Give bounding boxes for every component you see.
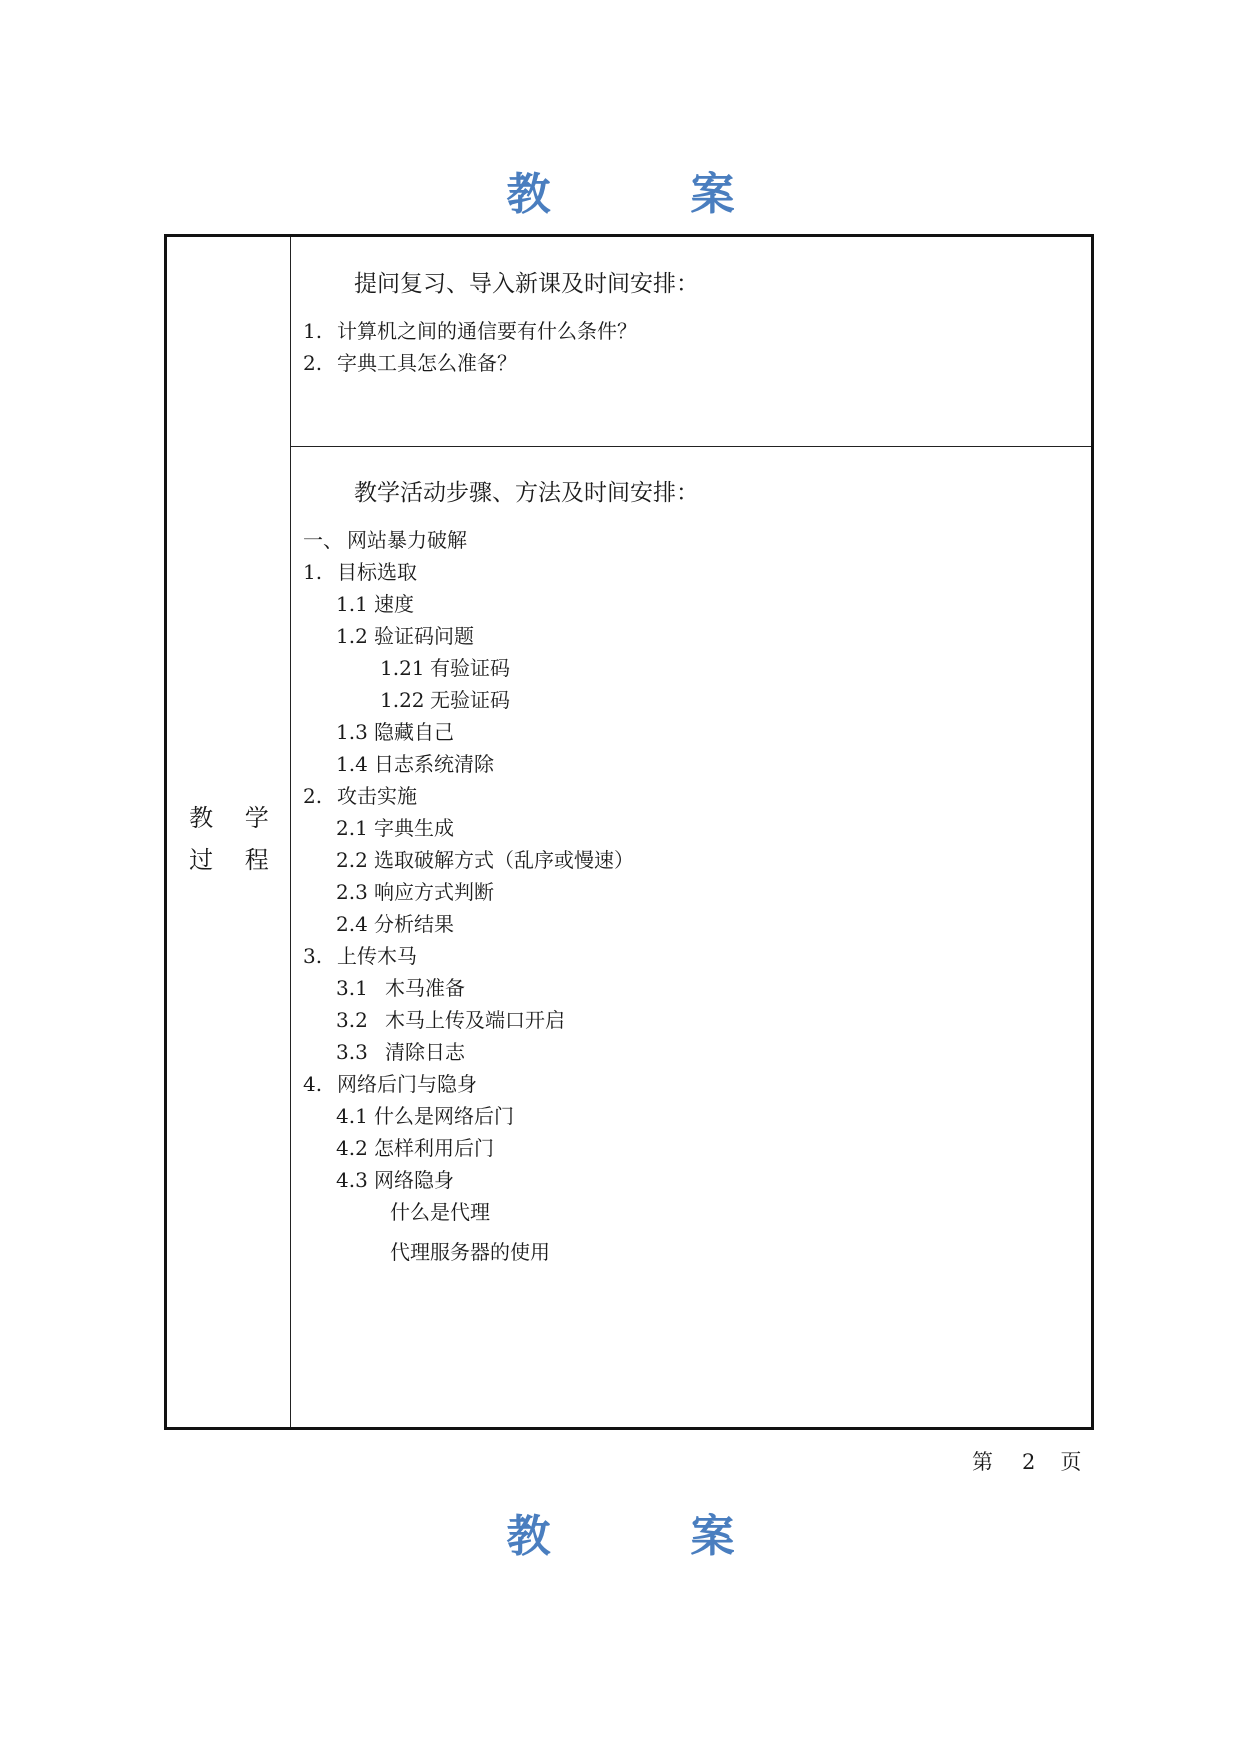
page-number-value: 2 (1022, 1450, 1036, 1474)
outline-line (303, 524, 467, 553)
outline-line (303, 556, 417, 585)
title-char-1: 教 (506, 169, 551, 220)
outline-number: 一、 (303, 528, 343, 552)
outline-text: 响应方式判断 (374, 880, 494, 904)
document-title (0, 158, 1241, 222)
outline-text: 目标选取 (337, 560, 417, 584)
outline-line (336, 844, 634, 873)
outline-number: 3.1 (336, 976, 368, 1000)
outline-line (390, 1196, 490, 1225)
outline-text: 有验证码 (430, 656, 510, 680)
outline-number: 4. (303, 1072, 323, 1096)
label-line-1: 教 学 (189, 804, 281, 832)
title-char-2: 案 (690, 1511, 735, 1562)
outline-number: 1.4 (336, 752, 368, 776)
outline-text: 网络隐身 (374, 1168, 454, 1192)
outline-line (380, 684, 510, 713)
outline-text: 隐藏自己 (374, 720, 454, 744)
outline-line (303, 780, 417, 809)
outline-number: 3. (303, 944, 323, 968)
outline-text: 网站暴力破解 (347, 528, 467, 552)
title-char-2: 案 (690, 169, 735, 220)
next-page-title (0, 1500, 1241, 1564)
outline-text: 什么是网络后门 (374, 1104, 514, 1128)
outline-number: 2.3 (336, 880, 368, 904)
outline-line (336, 620, 474, 649)
page-prefix: 第 (972, 1450, 993, 1474)
outline-number: 2.1 (336, 816, 368, 840)
outline-text: 什么是代理 (390, 1200, 490, 1224)
title-char-1: 教 (506, 1511, 551, 1562)
outline-line (336, 1164, 454, 1193)
outline-line (390, 1236, 550, 1265)
outline-text: 验证码问题 (374, 624, 474, 648)
outline-text: 字典生成 (374, 816, 454, 840)
review-heading: 提问复习、导入新课及时间安排： (354, 271, 699, 297)
outline-number: 4.2 (336, 1136, 368, 1160)
page-number (972, 1446, 1081, 1476)
outline-line (303, 940, 417, 969)
left-label-column (167, 237, 291, 1427)
outline-text: 选取破解方式（乱序或慢速） (374, 848, 634, 872)
review-item-number: 1. (303, 319, 323, 343)
outline-text: 速度 (374, 592, 414, 616)
label-line-2: 过 程 (189, 846, 281, 874)
outline-text: 木马上传及端口开启 (385, 1008, 565, 1032)
outline-text: 日志系统清除 (374, 752, 494, 776)
outline-text: 代理服务器的使用 (390, 1240, 550, 1264)
review-section (291, 237, 1091, 447)
outline-number: 4.3 (336, 1168, 368, 1192)
outline-text: 上传木马 (337, 944, 417, 968)
outline-text: 怎样利用后门 (374, 1136, 494, 1160)
outline-line (336, 1036, 465, 1065)
outline-number: 4.1 (336, 1104, 368, 1128)
outline-line (336, 588, 414, 617)
outline-line (380, 652, 510, 681)
outline-text: 清除日志 (385, 1040, 465, 1064)
outline-line (336, 876, 494, 905)
review-item-text: 计算机之间的通信要有什么条件？ (337, 319, 637, 343)
review-item-text: 字典工具怎么准备？ (337, 351, 517, 375)
outline-line (336, 812, 454, 841)
outline-number: 3.2 (336, 1008, 368, 1032)
outline-text: 网络后门与隐身 (337, 1072, 477, 1096)
outline-number: 3.3 (336, 1040, 368, 1064)
outline-number: 1. (303, 560, 323, 584)
outline-text: 分析结果 (374, 912, 454, 936)
outline-number: 2. (303, 784, 323, 808)
page-suffix: 页 (1060, 1450, 1082, 1474)
outline-number: 2.2 (336, 848, 368, 872)
outline-number: 2.4 (336, 912, 368, 936)
outline-number: 1.1 (336, 592, 368, 616)
outline-text: 无验证码 (430, 688, 510, 712)
review-item-number: 2. (303, 351, 323, 375)
lesson-plan-table (164, 234, 1094, 1430)
outline-line (336, 748, 494, 777)
outline-number: 1.3 (336, 720, 368, 744)
review-item (303, 315, 637, 344)
outline-line (336, 1004, 565, 1033)
review-item (303, 347, 517, 376)
outline-text: 木马准备 (385, 976, 465, 1000)
outline-line (336, 1132, 494, 1161)
outline-number: 1.22 (380, 688, 425, 712)
outline-line (336, 972, 465, 1001)
outline-number: 1.2 (336, 624, 368, 648)
outline-line (336, 716, 454, 745)
outline-line (303, 1068, 477, 1097)
teaching-process-label (167, 797, 291, 881)
outline-text: 攻击实施 (337, 784, 417, 808)
outline-line (336, 908, 454, 937)
outline-number: 1.21 (380, 656, 425, 680)
activity-heading: 教学活动步骤、方法及时间安排： (354, 480, 699, 506)
activity-section (291, 447, 1091, 1427)
outline-line (336, 1100, 514, 1129)
